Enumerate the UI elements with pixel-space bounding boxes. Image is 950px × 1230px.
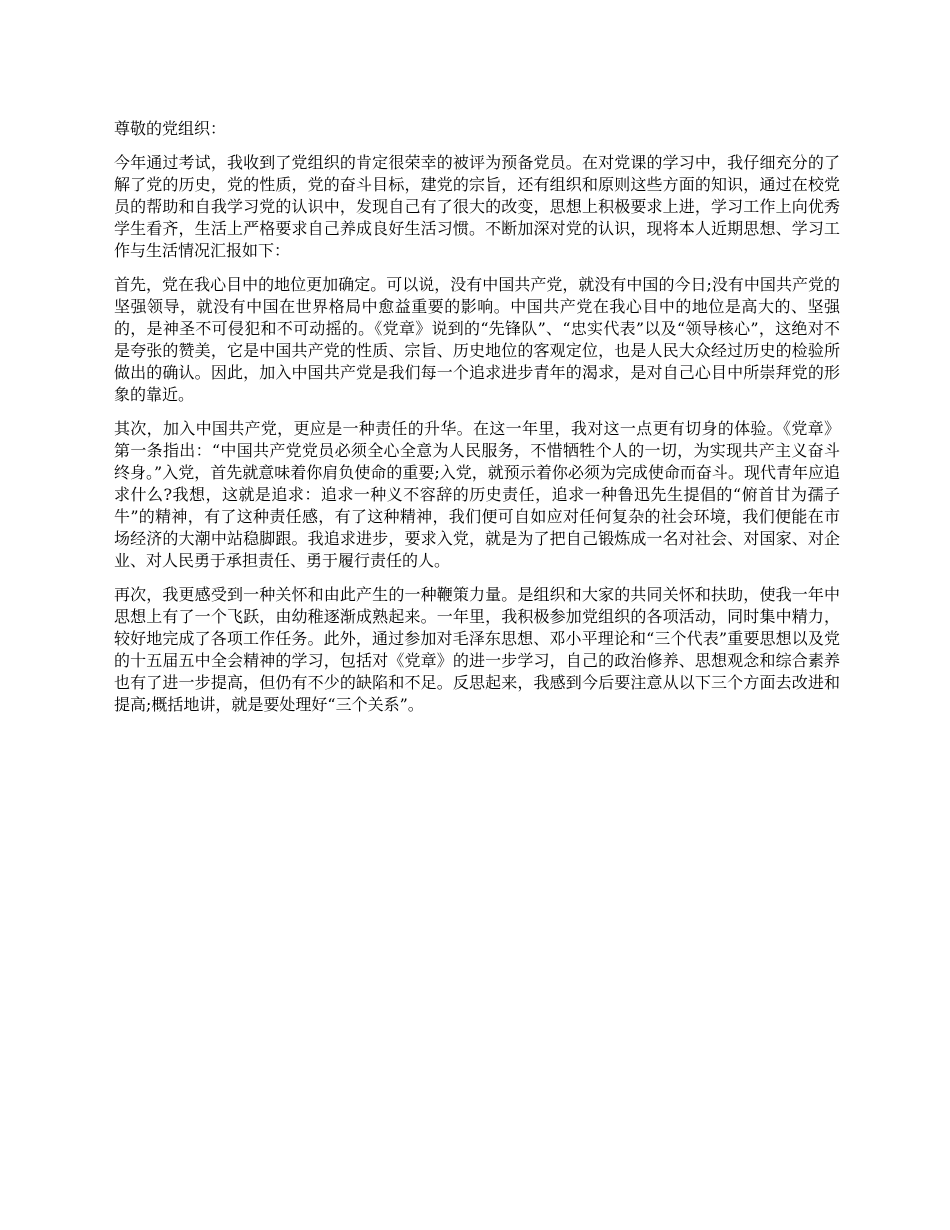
paragraph-first: 首先，党在我心目中的地位更加确定。可以说，没有中国共产党，就没有中国的今日;没有中国共产党的坚强领导，就没有中国在世界格局中愈益重要的影响。中国共产党在我心目中的地位是高大的、坚强的，是神圣不可侵犯和不可动摇的。《党章》说到的“先锋队”、“忠实代表”以及“领导核心”，这绝对不是夸张的赞美，它是中国共产党的性质、宗旨、历史地位的客观定位，也是人民大众经过历史的检验所做出的确认。因此，加入中国共产党是我们每一个追求进步青年的渴求，是对自己心目中所崇拜党的形象的靠近。 (114, 275, 840, 404)
paragraph-intro: 今年通过考试，我收到了党组织的肯定很荣幸的被评为预备党员。在对党课的学习中，我仔细充分的了解了党的历史，党的性质，党的奋斗目标，建党的宗旨，还有组织和原则这些方面的知识，通过在校党员的帮助和自我学习党的认识中，发现自己有了很大的改变，思想上积极要求上进，学习工作上向优秀学生看齐，生活上严格要求自己养成良好生活习惯。不断加深对党的认识，现将本人近期思想、学习工作与生活情况汇报如下： (114, 153, 840, 260)
document-page (114, 118, 840, 728)
salutation: 尊敬的党组织： (114, 119, 227, 138)
paragraph-third: 再次，我更感受到一种关怀和由此产生的一种鞭策力量。是组织和大家的共同关怀和扶助，使我一年中思想上有了一个飞跃，由幼稚逐渐成熟起来。一年里，我积极参加党组织的各项活动，同时集中精力，较好地完成了各项工作任务。此外，通过参加对毛泽东思想、邓小平理论和“三个代表”重要思想以及党的十五届五中全会精神的学习，包括对《党章》的进一步学习，自己的政治修养、思想观念和综合素养也有了进一步提高，但仍有不少的缺陷和不足。反思起来，我感到今后要注意从以下三个方面去改进和提高;概括地讲，就是要处理好“三个关系”。 (114, 585, 840, 714)
paragraph-second: 其次，加入中国共产党，更应是一种责任的升华。在这一年里，我对这一点更有切身的体验。《党章》第一条指出：“中国共产党党员必须全心全意为人民服务，不惜牺牲个人的一切，为实现共产主义奋斗终身。”入党，首先就意味着你肩负使命的重要;入党，就预示着你必须为完成使命而奋斗。现代青年应追求什么?我想，这就是追求：追求一种义不容辞的历史责任，追求一种鲁迅先生提倡的“俯首甘为孺子牛”的精神，有了这种责任感，有了这种精神，我们便可自如应对任何复杂的社会环境，我们便能在市场经济的大潮中站稳脚跟。我追求进步，要求入党，就是为了把自己锻炼成一名对社会、对国家、对企业、对人民勇于承担责任、勇于履行责任的人。 (114, 419, 840, 570)
